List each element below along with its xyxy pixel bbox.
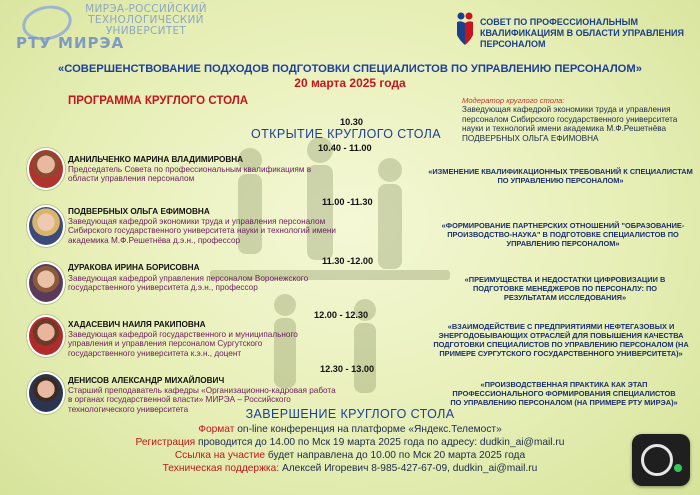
speaker-photo <box>27 262 65 304</box>
speaker-info: Старший преподаватель кафедры «Организационно-кадровая работа в органах государственной власти» МИРЭА – Российского технологического университета <box>68 386 336 414</box>
format-line <box>0 424 700 435</box>
link-line <box>0 450 700 461</box>
opening-time: 10.30 <box>340 117 363 127</box>
moderator-name: ПОДВЕРБНЫХ ОЛЬГА ЕФИМОВНА <box>462 133 599 143</box>
talk-topic: «ФОРМИРОВАНИЕ ПАРТНЕРСКИХ ОТНОШЕНИЙ "ОБРАЗОВАНИЕ-ПРОИЗВОДСТВО-НАУКА" В ПОДГОТОВКЕ СПЕЦИАЛИСТОВ ПО УПРАВЛЕНИЮ ПЕРСОНАЛОМ» <box>441 221 685 248</box>
speaker-info: Заведующая кафедрой государственного и муниципального управления и управления персоналом Сургутского государственного университета к.э.н., доцент <box>68 330 298 358</box>
support-text[interactable]: Алексей Игоревич 8-985-427-67-09, dudkin_ai@mail.ru <box>281 463 538 474</box>
event-title: «СОВЕРШЕНСТВОВАНИЕ ПОДХОДОВ ПОДГОТОВКИ СПЕЦИАЛИСТОВ ПО УПРАВЛЕНИЮ ПЕРСОНАЛОМ» <box>58 63 642 75</box>
university-logo <box>14 4 224 56</box>
moderator-block <box>462 96 698 143</box>
moderator-info: Заведующая кафедрой экономики труда и управления персоналом Сибирского государственного университета науки и технологий имени академика М.Ф.Решетнёва <box>462 105 678 134</box>
support-line <box>0 463 700 474</box>
university-short-name: РТУ МИРЭА <box>16 34 125 52</box>
council-emblem-icon <box>454 11 476 47</box>
speaker-name: ХАДАСЕВИЧ НАИЛЯ РАКИПОВНА <box>68 320 206 329</box>
speaker-info: Заведующая кафедрой экономики труда и управления персоналом Сибирского государственного университета науки и технологий имени академика М.Ф.Решетнёва д.э.н., профессор <box>68 217 337 245</box>
link-text: будет направлена до 10.00 по Мск 20 марта 2025 года <box>267 450 526 461</box>
camera-lens-icon <box>641 444 673 476</box>
camera-status-dot-icon <box>674 464 682 472</box>
registration-line <box>0 437 700 448</box>
talk-topic: «ВЗАИМОДЕЙСТВИЕ С ПРЕДПРИЯТИЯМИ НЕФТЕГАЗОВЫХ И ЭНЕРГОДОБЫВАЮЩИХ ОТРАСЛЕЙ ДЛЯ ПОВЫШЕНИЯ КАЧЕСТВА ПОДГОТОВКИ СПЕЦИАЛИСТОВ ПО УПРАВЛЕНИЮ ПЕРСОНАЛОМ (НА ПРИМЕРЕ СУРГУТСКОГО ГОСУДАРСТВЕННОГО УНИВЕРСИТЕТА)» <box>433 322 689 358</box>
closing-label: ЗАВЕРШЕНИЕ КРУГЛОГО СТОЛА <box>245 407 455 421</box>
link-label: Ссылка на участие <box>174 450 266 461</box>
speaker-info: Заведующая кафедрой управления персоналом Воронежского государственного университета д.э.н., профессор <box>68 274 309 293</box>
council-name: СОВЕТ ПО ПРОФЕССИОНАЛЬНЫМ КВАЛИФИКАЦИЯМ В ОБЛАСТИ УПРАВЛЕНИЯ ПЕРСОНАЛОМ <box>480 17 684 49</box>
format-text: on-line конференция на платформе «Яндекс.Телемост» <box>237 424 502 435</box>
speaker-name: ДЕНИСОВ АЛЕКСАНДР МИХАЙЛОВИЧ <box>68 376 225 385</box>
talk-topic: «ПРОИЗВОДСТВЕННАЯ ПРАКТИКА КАК ЭТАП ПРОФЕССИОНАЛЬНОГО ФОРМИРОВАНИЯ СПЕЦИАЛИСТОВ ПО УПРАВЛЕНИЮ ПЕРСОНАЛОМ (НА ПРИМЕРЕ РТУ МИРЭА)» <box>450 380 678 407</box>
slot-time: 12.30 - 13.00 <box>320 364 375 374</box>
program-title: ПРОГРАММА КРУГЛОГО СТОЛА <box>68 95 249 107</box>
talk-topic: «ПРЕИМУЩЕСТВА И НЕДОСТАТКИ ЦИФРОВИЗАЦИИ В ПОДГОТОВКЕ МЕНЕДЖЕРОВ ПО ПЕРСОНАЛУ: ПО РЕЗУЛЬТАТАМ ИССЛЕДОВАНИЯ» <box>464 275 666 302</box>
format-label: Формат <box>198 424 235 435</box>
camera-icon[interactable] <box>632 434 690 486</box>
moderator-label: Модератор круглого стола: <box>462 96 565 105</box>
support-label: Техническая поддержка: <box>162 463 280 474</box>
slot-time: 11.30 -12.00 <box>322 256 374 266</box>
speaker-name: ДУРАКОВА ИРИНА БОРИСОВНА <box>68 263 200 272</box>
speaker-photo <box>27 205 65 247</box>
speaker-name: ДАНИЛЬЧЕНКО МАРИНА ВЛАДИМИРОВНА <box>68 155 244 164</box>
speaker-name: ПОДВЕРБНЫХ ОЛЬГА ЕФИМОВНА <box>68 207 210 216</box>
slot-time: 10.40 - 11.00 <box>318 143 372 153</box>
speaker-photo <box>27 315 65 357</box>
speaker-info: Председатель Совета по профессиональным квалификациям в области управления персоналом <box>68 165 312 184</box>
talk-topic: «ИЗМЕНЕНИЕ КВАЛИФИКАЦИОННЫХ ТРЕБОВАНИЙ К СПЕЦИАЛИСТАМ ПО УПРАВЛЕНИЮ ПЕРСОНАЛОМ» <box>428 167 693 185</box>
council-logo <box>454 11 694 49</box>
slot-time: 12.00 - 12.30 <box>314 310 369 320</box>
event-date: 20 марта 2025 года <box>294 76 406 90</box>
university-name: МИРЭА-РОССИЙСКИЙ ТЕХНОЛОГИЧЕСКИЙ УНИВЕРСИТЕТ <box>85 3 207 37</box>
registration-label: Регистрация <box>135 437 196 448</box>
slot-time: 11.00 -11.30 <box>322 197 373 207</box>
speaker-photo <box>27 148 65 190</box>
opening-label: ОТКРЫТИЕ КРУГЛОГО СТОЛА <box>251 127 442 141</box>
registration-text[interactable]: проводится до 14.00 по Мск 19 марта 2025 года по адресу: dudkin_ai@mail.ru <box>197 437 565 448</box>
